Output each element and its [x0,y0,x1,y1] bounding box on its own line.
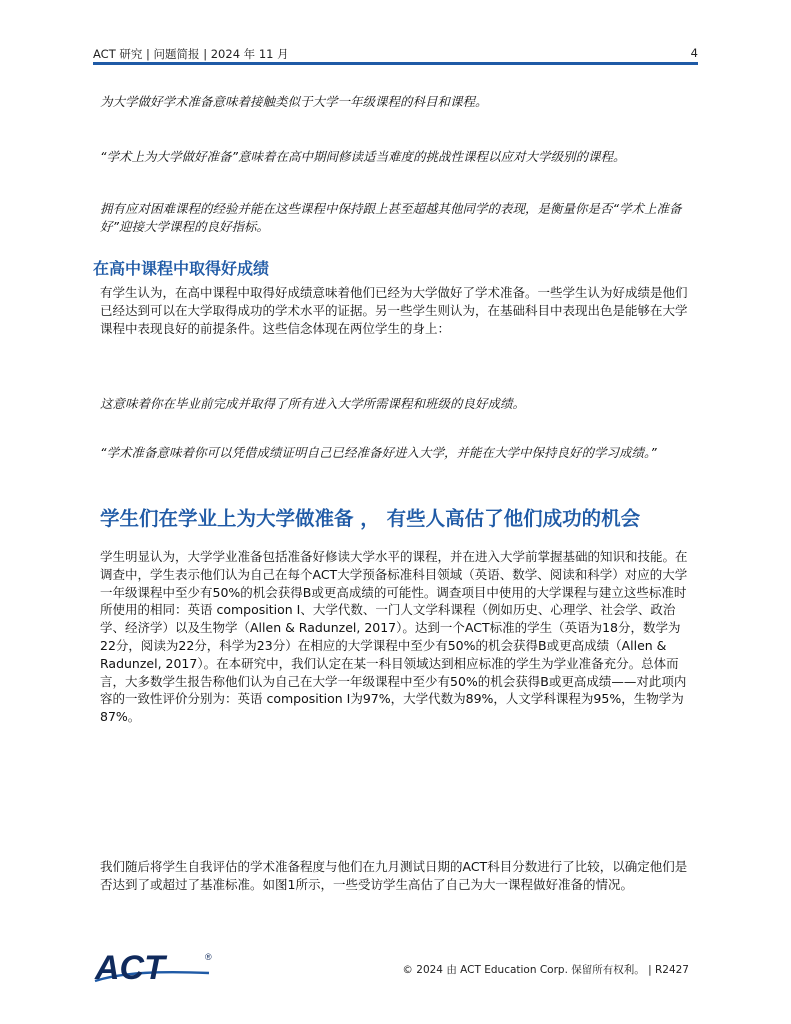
section-heading: 在高中课程中取得好成绩 [93,259,270,278]
quote-block [100,200,690,236]
header-rule [93,62,698,65]
quote-5: “学术准备意味着你可以凭借成绩证明自己已经准备好进入大学，并能在大学中保持良好的学习成绩。” [100,445,657,460]
quote-3: 拥有应对困难课程的经验并能在这些课程中保持跟上甚至超越其他同学的表现，是衡量你是否“学术上准备好”迎接大学课程的良好指标。 [100,201,682,234]
quote-2: “学术上为大学做好准备”意味着在高中期间修读适当难度的挑战性课程以应对大学级别的课程。 [100,149,626,164]
section-title: 学生们在学业上为大学做准备 ， 有些人高估了他们成功的机会 [100,507,641,530]
quote-block [100,148,690,166]
quote-block [100,444,690,462]
paragraph-text: 我们随后将学生自我评估的学术准备程度与他们在九月测试日期的ACT科目分数进行了比较，以确定他们是否达到了或超过了基准标准。如图1所示，一些受访学生高估了自己为大一课程做好准备的情况。 [100,859,688,892]
quote-block [100,395,690,413]
footer-copyright: © 2024 由 ACT Education Corp. 保留所有权利。 | R2427 [402,964,689,976]
logo-registered-mark: ® [205,952,212,962]
quote-1: 为大学做好学术准备意味着接触类似于大学一年级课程的科目和课程。 [100,94,488,109]
paragraph-text: 学生明显认为，大学学业准备包括准备好修读大学水平的课程，并在进入大学前掌握基础的知识和技能。在调查中，学生表示他们认为自己在每个ACT大学预备标准科目领域（英语、数学、阅读和科学）对应的大学一年级课程中至少有50%的机会获得B或更高成绩的可能性。调查项目中使用的大学课程与建立这些标准时所使用的相同：英语 composition I、大学代数、一门人文学科课程（例如历史、心理学、社会学、政治学、经济学）以及生物学（Allen & Radunzel, 2017）。达到一个ACT标准的学生（英语为18分，数学为22分，阅读为22分，科学为23分）在相应的大学课程中至少有50%的机会获得B或更高成绩（Allen & Radunzel, 2017）。在本研究中，我们认定在某一科目领域达到相应标准的学生为学业准备充分。总体而言，大多数学生报告称他们认为自己在大学一年级课程中至少有50%的机会获得B或更高成绩——对此项内容的一致性评价分别为：英语 composition I为97%，大学代数为89%，人文学科课程为95%，生物学为87%。 [100,549,688,725]
paragraph-text: 有学生认为，在高中课程中取得好成绩意味着他们已经为大学做好了学术准备。一些学生认为好成绩是他们已经达到可以在大学取得成功的学术水平的证据。另一些学生则认为，在基础科目中表现出色是能够在大学课程中表现良好的前提条件。这些信念体现在两位学生的身上： [100,285,688,336]
section-paragraph [100,858,690,894]
quote-4: 这意味着你在毕业前完成并取得了所有进入大学所需课程和班级的良好成绩。 [100,396,526,411]
act-logo-mark [93,948,218,984]
section-paragraph [100,548,690,726]
quote-block [100,93,690,111]
section-paragraph [100,284,690,337]
logo-text: ACT [95,949,165,984]
act-logo [93,948,218,988]
page-number: 4 [690,46,698,60]
header-title: ACT 研究 | 问题简报 | 2024 年 11 月 [93,47,289,61]
